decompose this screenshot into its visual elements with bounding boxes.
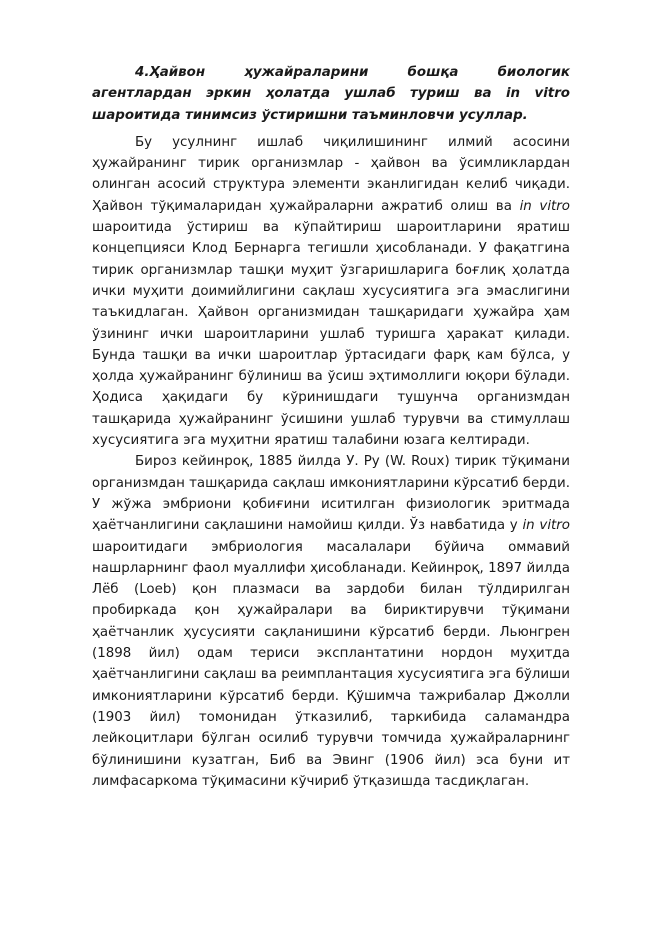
paragraph-2-text-a: Бироз кейинроқ, 1885 йилда У. Ру (W. Roux) тирик тўқимани организмдан ташқарида сақлаш имкониятларини кўрсатиб берди. У жўжа эмбриони қобиғини иситилган физиологик эритмада ҳаётчанлигини сақлашини намойиш қилди. Ўз навбатида у: [92, 454, 570, 534]
paragraph-1: [92, 132, 570, 451]
paragraph-1-in-vitro: in vitro: [519, 198, 571, 214]
section-heading: 4.Ҳайвон ҳужайраларини бошқа биологик агентлардан эркин ҳолатда ушлаб туриш ва in vitro шароитида тинимсиз ўстиришни таъминловчи усуллар.: [92, 65, 570, 123]
document-page: [92, 62, 570, 792]
paragraph-1-text-b: шароитида ўстириш ва кўпайтириш шароитларини яратиш концепцияси Клод Бернарга тегишли ҳисобланади. У фақатгина тирик организмлар ташқи муҳит ўзгаришларига боғлиқ ҳолатда ички муҳити доимийлигини сақлаш хусусиятига эга эмаслигини таъкидлаган. Ҳайвон организмидан ташқаридаги ҳужайра ҳам ўзининг ички шароитларини ушлаб туришга ҳаракат қилади. Бунда ташқи ва ички шароитлар ўртасидаги фарқ кам бўлса, у ҳолда ҳужайранинг бўлиниш ва ўсиш эҳтимоллиги юқори бўлади. Ҳодиса ҳақидаги бу кўринишдаги тушунча организмдан ташқарида ҳужайранинг ўсишини ушлаб турувчи ва стимуллаш хусусиятига эга муҳитни яратиш талабини юзага келтиради.: [92, 220, 570, 449]
paragraph-2: [92, 451, 570, 792]
paragraph-2-in-vitro: in vitro: [522, 518, 570, 534]
paragraph-2-text-b: шароитидаги эмбриология масалалари бўйича оммавий нашрларнинг фаол муаллифи ҳисобланади. Кейинроқ, 1897 йилда Лёб (Loeb) қон плазмаси ва зардоби билан тўлдирилган пробиркада қон ҳужайралари ва бириктирувчи тўқимани ҳаётчанлик ҳусусияти сақланишини кўрсатиб берди. Льюнгрен (1898 йил) одам териси эксплантатини нордон муҳитда ҳаётчанлигини сақлаш ва реимплантация хусусиятига эга бўлиши имкониятларини кўрсатиб берди. Қўшимча тажрибалар Джолли (1903 йил) томонидан ўтказилиб, таркибида саламандра лейкоцитлари бўлган осилиб турувчи томчида ҳужайраларнинг бўлинишини кузатган, Биб ва Эвинг (1906 йил) эса буни ит лимфасаркома тўқимасини кўчириб ўтқазишда тасдиқлаган.: [92, 539, 570, 789]
paragraph-1-text-a: Бу усулнинг ишлаб чиқилишининг илмий асосини ҳужайранинг тирик организмлар - ҳайвон ва ўсимликлардан олинган асосий структура элементи эканлигидан келиб чиқади. Ҳайвон тўқималаридан ҳужайраларни ажратиб олиш ва: [92, 134, 570, 214]
